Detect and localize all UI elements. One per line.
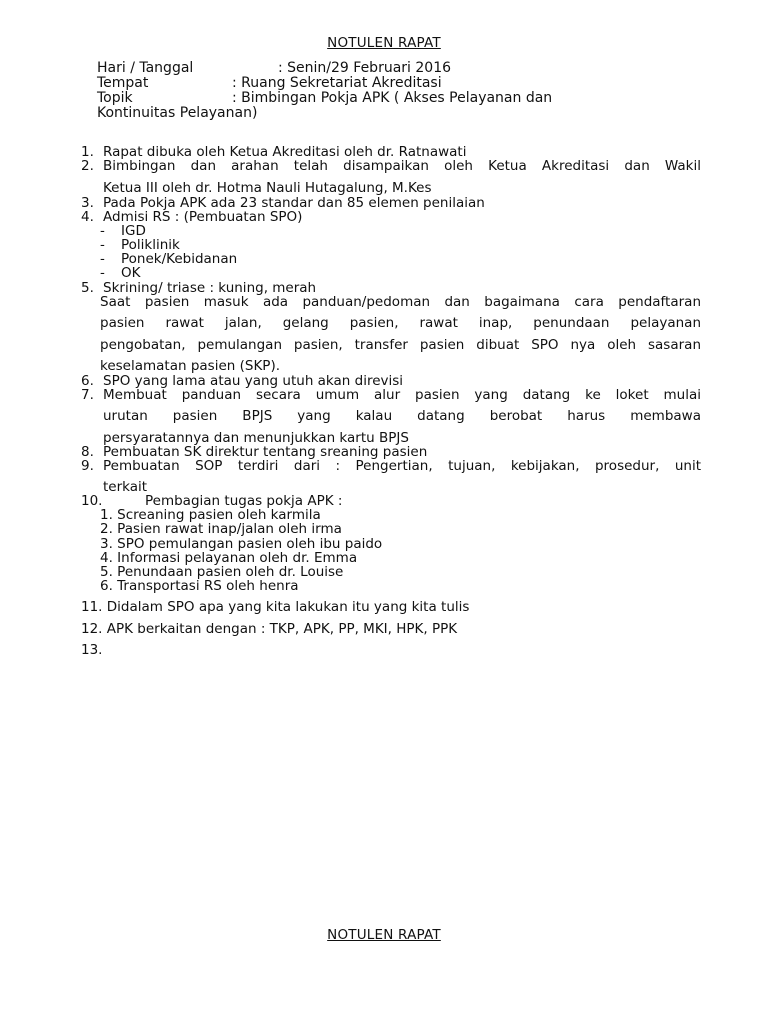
sub-item: 3. SPO pemulangan pasien oleh ibu paido (100, 536, 383, 552)
item-text: Pembuatan SK direktur tentang sreaning pasien (103, 444, 428, 460)
item-paragraph-line: Saat pasien masuk ada panduan/pedoman dan bagaimana cara pendaftaran (100, 295, 701, 310)
item-paragraph-line: pasien rawat jalan, gelang pasien, rawat inap, penundaan pelayanan (100, 316, 701, 331)
item-number: 9. (81, 458, 94, 474)
item-number: 7. (81, 387, 94, 403)
tempat-value: : Ruang Sekretariat Akreditasi (232, 75, 442, 91)
item-text: SPO yang lama atau yang utuh akan direvisi (103, 373, 404, 389)
sub-item: 5. Penundaan pasien oleh dr. Louise (100, 564, 344, 580)
item-line: 12. APK berkaitan dengan : TKP, APK, PP, MKI, HPK, PPK (81, 621, 458, 637)
sub-item: 6. Transportasi RS oleh henra (100, 578, 299, 594)
item-number: 6. (81, 373, 94, 389)
page-title: NOTULEN RAPAT (327, 35, 441, 51)
item-text: Admisi RS : (Pembuatan SPO) (103, 209, 303, 225)
topik-value: : Bimbingan Pokja APK ( Akses Pelayanan dan (232, 90, 553, 106)
item-paragraph-line: pengobatan, pemulangan pasien, transfer pasien dibuat SPO nya oleh sasaran (100, 338, 701, 353)
sub-item: Poliklinik (121, 237, 180, 253)
meta-row-hari (97, 61, 657, 76)
meta-row-topik-cont (97, 106, 657, 121)
item-text: Membuat panduan secara umum alur pasien yang datang ke loket mulai (103, 388, 701, 403)
hari-value: : Senin/29 Februari 2016 (278, 60, 452, 76)
sub-item: 2. Pasien rawat inap/jalan oleh irma (100, 521, 342, 537)
item-text: Pembuatan SOP terdiri dari : Pengertian, tujuan, kebijakan, prosedur, unit (103, 459, 701, 474)
sub-item: OK (121, 265, 141, 281)
meta-row-topik (97, 91, 657, 106)
item-text-cont: terkait (103, 479, 148, 495)
sub-item: 1. Screaning pasien oleh karmila (100, 507, 321, 523)
item-paragraph-line: keselamatan pasien (SKP). (100, 358, 281, 374)
topik-label: Topik (97, 90, 133, 106)
sub-item: IGD (121, 223, 146, 239)
item-number: 8. (81, 444, 94, 460)
tempat-label: Tempat (97, 75, 149, 91)
item-text: Bimbingan dan arahan telah disampaikan oleh Ketua Akreditasi dan Wakil (103, 159, 701, 174)
sub-item: Ponek/Kebidanan (121, 251, 238, 267)
item-number: 1. (81, 144, 94, 160)
bullet-dash: - (100, 251, 105, 267)
item-text-cont: urutan pasien BPJS yang kalau datang berobat harus membawa (103, 409, 701, 424)
item-text: Pembagian tugas pokja APK : (145, 493, 343, 509)
sub-item: 4. Informasi pelayanan oleh dr. Emma (100, 550, 358, 566)
item-line: 13. (81, 642, 103, 658)
footer-title: NOTULEN RAPAT (327, 927, 441, 943)
item-text-cont: Ketua III oleh dr. Hotma Nauli Hutagalung, M.Kes (103, 180, 432, 196)
item-number: 4. (81, 209, 94, 225)
item-line: 11. Didalam SPO apa yang kita lakukan itu yang kita tulis (81, 599, 470, 615)
item-text: Skrining/ triase : kuning, merah (103, 280, 317, 296)
bullet-dash: - (100, 237, 105, 253)
item-number: 3. (81, 195, 94, 211)
meta-row-tempat (97, 76, 657, 91)
bullet-dash: - (100, 223, 105, 239)
meeting-info (97, 61, 657, 121)
hari-label: Hari / Tanggal (97, 60, 194, 76)
item-number: 5. (81, 280, 94, 296)
topik-value-cont: Kontinuitas Pelayanan) (97, 105, 258, 121)
item-number: 2. (81, 158, 94, 174)
item-text: Rapat dibuka oleh Ketua Akreditasi oleh dr. Ratnawati (103, 144, 467, 160)
item-number: 10. (81, 493, 103, 509)
item-text-cont: persyaratannya dan menunjukkan kartu BPJS (103, 430, 409, 446)
bullet-dash: - (100, 265, 105, 281)
item-text: Pada Pokja APK ada 23 standar dan 85 elemen penilaian (103, 195, 485, 211)
